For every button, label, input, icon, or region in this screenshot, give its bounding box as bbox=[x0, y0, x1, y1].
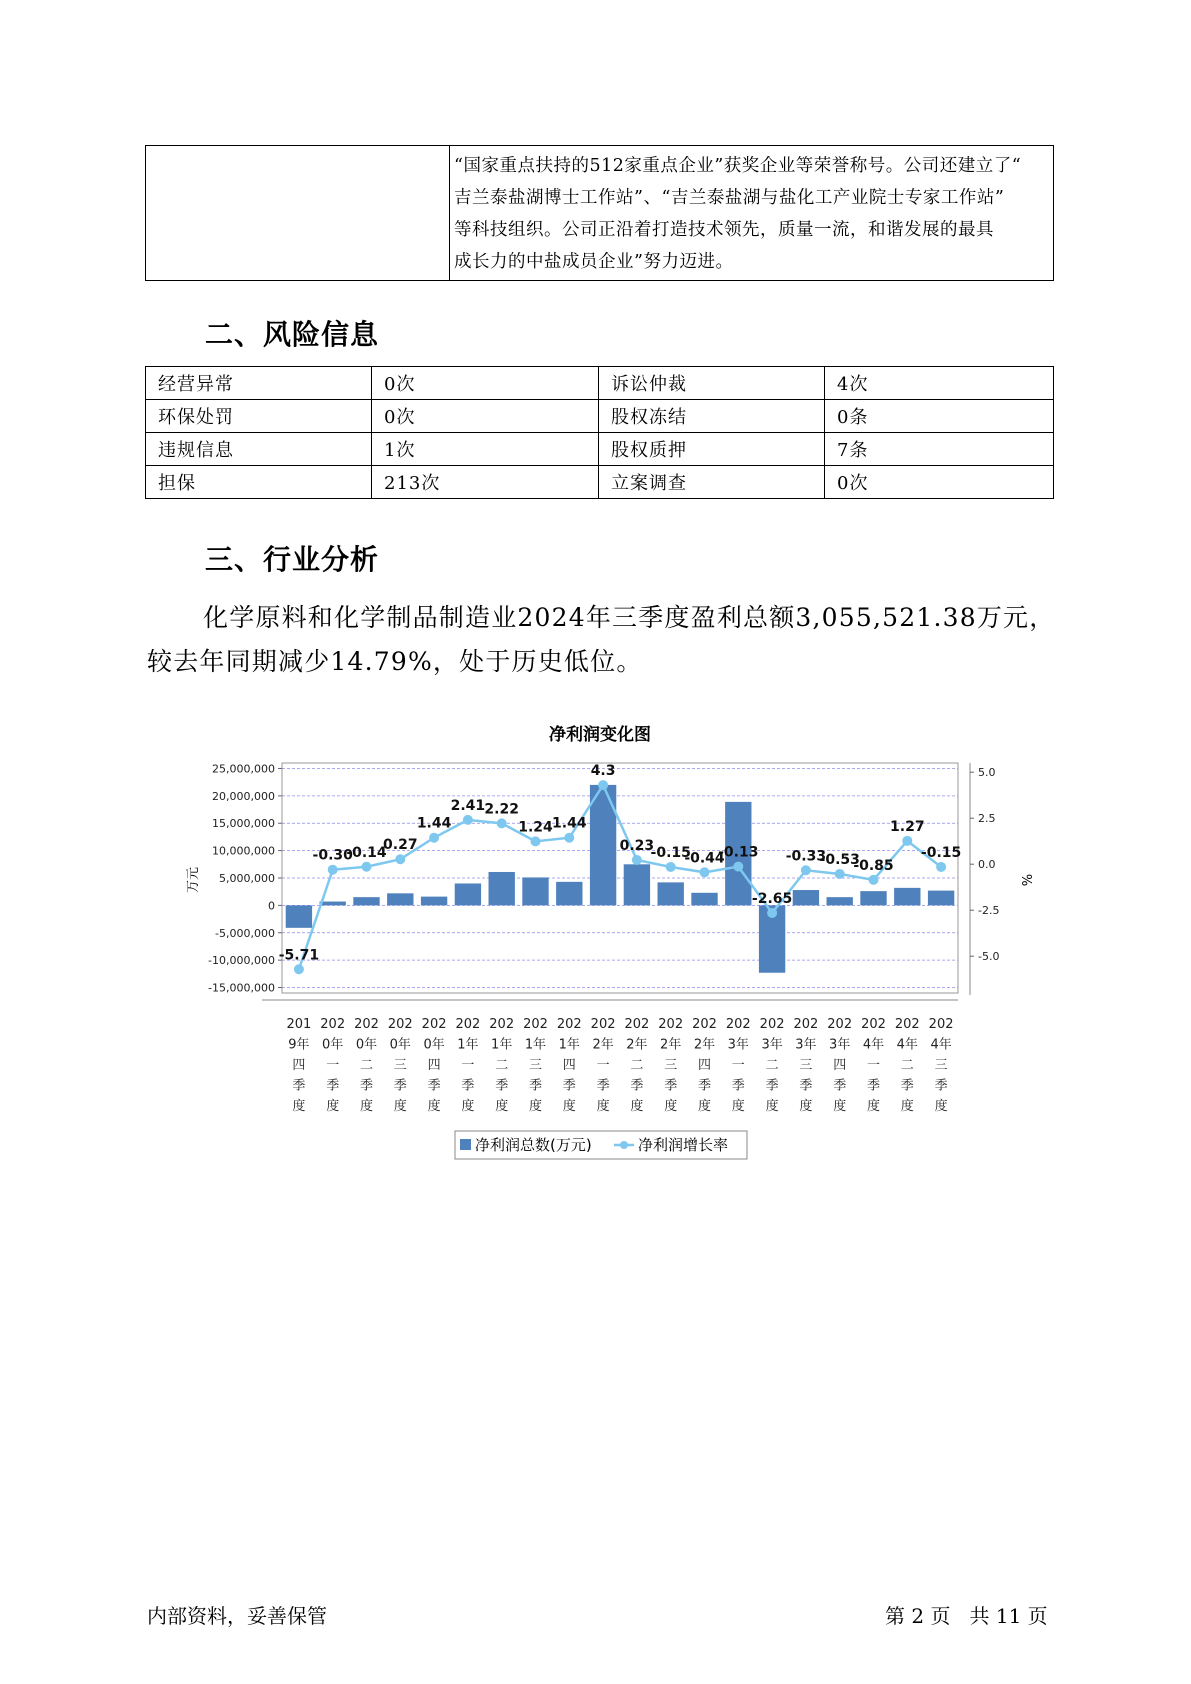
growth-point bbox=[733, 862, 743, 872]
x-tick-label: 度 bbox=[292, 1099, 306, 1114]
growth-point bbox=[869, 875, 879, 885]
growth-point bbox=[328, 865, 338, 875]
x-tick-label: 三 bbox=[664, 1058, 678, 1073]
x-tick-label: 度 bbox=[427, 1099, 441, 1114]
x-tick-label: 202 bbox=[861, 1017, 886, 1032]
x-tick-label: 度 bbox=[900, 1099, 914, 1114]
data-label: 2.22 bbox=[484, 801, 519, 818]
y-tick-label: -5,000,000 bbox=[215, 926, 275, 940]
risk-cell: 0次 bbox=[825, 466, 1054, 499]
x-tick-label: 度 bbox=[359, 1099, 374, 1114]
x-tick-label: 4年 bbox=[930, 1037, 952, 1053]
footer-left: 内部资料，妥善保管 bbox=[147, 1604, 327, 1628]
bar bbox=[827, 897, 853, 905]
x-tick-label: 度 bbox=[495, 1099, 509, 1114]
growth-point bbox=[666, 862, 676, 872]
x-tick-label: 202 bbox=[827, 1017, 853, 1032]
x-tick-label: 202 bbox=[455, 1017, 481, 1032]
x-tick-label: 3年 bbox=[761, 1037, 783, 1053]
x-tick-label: 季 bbox=[731, 1078, 745, 1094]
x-tick-label: 202 bbox=[658, 1017, 684, 1032]
x-tick-label: 四 bbox=[562, 1058, 576, 1073]
x-tick-label: 202 bbox=[624, 1017, 650, 1032]
x-tick-label: 0年 bbox=[389, 1037, 411, 1053]
x-tick-label: 0年 bbox=[322, 1037, 344, 1053]
bar bbox=[455, 883, 481, 905]
x-tick-label: 3年 bbox=[795, 1037, 817, 1053]
growth-point bbox=[395, 854, 405, 864]
growth-point bbox=[564, 833, 574, 843]
y-tick-label: 25,000,000 bbox=[212, 762, 275, 776]
y-tick-label: 0 bbox=[268, 899, 275, 913]
y2-tick-label: -5.0 bbox=[978, 950, 1000, 964]
bar bbox=[556, 882, 582, 906]
industry-heading: 三、行业分析 bbox=[205, 543, 380, 576]
x-tick-label: 0年 bbox=[355, 1037, 378, 1053]
x-tick-label: 202 bbox=[354, 1017, 379, 1032]
x-tick-label: 202 bbox=[523, 1017, 548, 1032]
growth-point bbox=[700, 867, 710, 877]
intro-line: “国家重点扶持的512家重点企业”获奖企业等荣誉称号。公司还建立了“ bbox=[454, 156, 1022, 176]
x-tick-label: 度 bbox=[833, 1099, 847, 1114]
bar bbox=[387, 893, 413, 905]
legend-line-marker bbox=[620, 1141, 628, 1149]
risk-heading: 二、风险信息 bbox=[205, 318, 380, 351]
data-label: 1.44 bbox=[552, 815, 587, 832]
x-tick-label: 3年 bbox=[727, 1037, 749, 1053]
x-tick-label: 季 bbox=[292, 1078, 306, 1094]
x-tick-label: 季 bbox=[866, 1078, 881, 1094]
x-tick-label: 2年 bbox=[626, 1037, 648, 1053]
x-tick-label: 202 bbox=[320, 1017, 346, 1032]
x-tick-label: 二 bbox=[765, 1058, 779, 1073]
y2-tick-label: 5.0 bbox=[978, 766, 996, 780]
x-tick-label: 季 bbox=[630, 1078, 644, 1094]
x-tick-label: 度 bbox=[393, 1099, 407, 1114]
bar bbox=[320, 902, 346, 906]
bar bbox=[691, 893, 717, 906]
risk-cell: 违规信息 bbox=[146, 433, 372, 466]
data-label: -0.15 bbox=[650, 844, 691, 861]
x-tick-label: 度 bbox=[934, 1099, 948, 1114]
legend-item-bar: 净利润总数(万元) bbox=[475, 1136, 592, 1154]
x-tick-label: 季 bbox=[393, 1078, 407, 1094]
growth-point bbox=[531, 836, 541, 846]
y-tick-label: 15,000,000 bbox=[212, 817, 275, 831]
x-tick-label: 季 bbox=[326, 1078, 340, 1094]
x-tick-label: 202 bbox=[725, 1017, 751, 1032]
y-tick-label: 10,000,000 bbox=[212, 844, 275, 858]
x-tick-label: 4年 bbox=[896, 1037, 918, 1053]
x-tick-label: 度 bbox=[697, 1099, 712, 1114]
x-tick-label: 1年 bbox=[491, 1037, 513, 1053]
x-tick-label: 四 bbox=[697, 1058, 712, 1073]
chart-legend bbox=[455, 1131, 747, 1159]
data-label: 0.23 bbox=[619, 837, 655, 854]
x-tick-label: 度 bbox=[664, 1099, 678, 1114]
x-tick-label: 二 bbox=[495, 1058, 509, 1073]
data-label: -0.30 bbox=[312, 847, 353, 864]
risk-cell: 立案调查 bbox=[599, 466, 825, 499]
data-label: 2.41 bbox=[450, 797, 486, 814]
risk-cell: 7条 bbox=[825, 433, 1054, 466]
x-tick-label: 四 bbox=[292, 1058, 306, 1073]
x-tick-label: 四 bbox=[427, 1058, 441, 1073]
x-tick-label: 1年 bbox=[558, 1037, 580, 1053]
y2-tick-label: -2.5 bbox=[978, 904, 1000, 918]
x-tick-label: 度 bbox=[596, 1099, 610, 1114]
risk-cell: 0次 bbox=[372, 367, 599, 400]
growth-point bbox=[463, 815, 473, 825]
x-tick-label: 季 bbox=[833, 1078, 847, 1094]
x-tick-label: 二 bbox=[359, 1058, 374, 1073]
growth-point bbox=[801, 865, 811, 875]
data-label: -0.53 bbox=[819, 851, 860, 868]
x-tick-label: 4年 bbox=[862, 1037, 885, 1053]
x-tick-label: 一 bbox=[596, 1058, 610, 1073]
data-label: -0.13 bbox=[718, 844, 759, 861]
x-tick-label: 三 bbox=[393, 1058, 407, 1073]
bar bbox=[624, 864, 650, 905]
x-tick-label: 度 bbox=[630, 1099, 644, 1114]
data-label: -0.44 bbox=[684, 850, 725, 867]
risk-cell: 股权质押 bbox=[599, 433, 825, 466]
x-tick-label: 度 bbox=[799, 1099, 813, 1114]
x-tick-label: 季 bbox=[461, 1078, 475, 1094]
x-tick-label: 202 bbox=[692, 1017, 717, 1032]
growth-point bbox=[632, 855, 642, 865]
x-tick-label: 2年 bbox=[660, 1037, 682, 1053]
growth-point bbox=[767, 908, 777, 918]
y-tick-label: 5,000,000 bbox=[219, 872, 275, 885]
x-tick-label: 季 bbox=[697, 1078, 712, 1094]
y2-axis-label: % bbox=[1018, 873, 1033, 887]
x-tick-label: 3年 bbox=[829, 1037, 851, 1053]
x-tick-label: 三 bbox=[799, 1058, 813, 1073]
industry-paragraph-line: 化学原料和化学制品制造业2024年三季度盈利总额3,055,521.38万元， bbox=[203, 603, 1056, 632]
bar bbox=[353, 897, 379, 905]
data-label: 4.3 bbox=[590, 763, 616, 780]
x-tick-label: 202 bbox=[421, 1017, 447, 1032]
x-tick-label: 度 bbox=[461, 1099, 475, 1114]
data-label: -5.71 bbox=[278, 947, 320, 964]
y2-tick-label: 2.5 bbox=[978, 812, 996, 826]
x-tick-label: 202 bbox=[590, 1017, 616, 1032]
x-tick-label: 季 bbox=[562, 1078, 576, 1094]
x-tick-label: 0年 bbox=[423, 1037, 445, 1053]
x-tick-label: 季 bbox=[495, 1078, 509, 1094]
intro-line: 吉兰泰盐湖博士工作站”、“吉兰泰盐湖与盐化工产业院士专家工作站” bbox=[454, 188, 1005, 208]
growth-point bbox=[294, 964, 304, 974]
bar bbox=[522, 877, 548, 905]
x-tick-label: 202 bbox=[894, 1017, 920, 1032]
x-tick-label: 季 bbox=[359, 1078, 374, 1094]
x-tick-label: 202 bbox=[793, 1017, 819, 1032]
x-tick-label: 季 bbox=[528, 1078, 543, 1094]
x-tick-label: 季 bbox=[596, 1078, 610, 1094]
risk-cell: 0条 bbox=[825, 400, 1054, 433]
y-axis-label: 万元 bbox=[186, 866, 201, 894]
y2-tick-label: 0.0 bbox=[978, 858, 996, 872]
x-tick-label: 一 bbox=[326, 1058, 340, 1073]
legend-bar-swatch bbox=[460, 1139, 471, 1150]
x-tick-label: 度 bbox=[528, 1099, 543, 1114]
risk-cell: 诉讼仲裁 bbox=[599, 367, 825, 400]
x-tick-label: 202 bbox=[556, 1017, 582, 1032]
risk-cell: 经营异常 bbox=[146, 367, 372, 400]
x-tick-label: 度 bbox=[326, 1099, 340, 1114]
x-tick-label: 1年 bbox=[457, 1037, 479, 1053]
x-tick-label: 季 bbox=[427, 1078, 441, 1094]
data-label: 1.44 bbox=[416, 815, 452, 832]
risk-cell: 213次 bbox=[372, 466, 599, 499]
bar bbox=[860, 891, 886, 905]
data-label: -0.14 bbox=[346, 844, 387, 861]
x-tick-label: 度 bbox=[866, 1099, 881, 1114]
bar bbox=[894, 888, 920, 906]
x-tick-label: 三 bbox=[528, 1058, 543, 1073]
risk-cell: 0次 bbox=[372, 400, 599, 433]
x-tick-label: 9年 bbox=[288, 1037, 310, 1053]
x-tick-label: 1年 bbox=[524, 1037, 547, 1053]
growth-point bbox=[429, 833, 439, 843]
industry-paragraph-line: 较去年同期减少14.79%，处于历史低位。 bbox=[147, 647, 643, 676]
growth-point bbox=[598, 780, 608, 790]
bar bbox=[286, 905, 312, 927]
risk-cell: 1次 bbox=[372, 433, 599, 466]
footer-page-number: 第 2 页 共 11 页 bbox=[885, 1604, 1048, 1628]
plot-area bbox=[208, 762, 999, 1114]
x-tick-label: 度 bbox=[765, 1099, 779, 1114]
growth-point bbox=[362, 862, 372, 872]
data-label: -0.85 bbox=[853, 857, 894, 874]
x-tick-label: 季 bbox=[664, 1078, 678, 1094]
bar bbox=[793, 890, 819, 905]
x-tick-label: 2年 bbox=[592, 1037, 614, 1053]
risk-cell: 环保处罚 bbox=[146, 400, 372, 433]
data-label: -2.65 bbox=[751, 890, 793, 907]
x-tick-label: 一 bbox=[731, 1058, 745, 1073]
x-tick-label: 季 bbox=[799, 1078, 813, 1094]
x-tick-label: 二 bbox=[900, 1058, 914, 1073]
x-tick-label: 一 bbox=[866, 1058, 881, 1073]
x-tick-label: 季 bbox=[934, 1078, 948, 1094]
x-tick-label: 四 bbox=[833, 1058, 847, 1073]
legend-item-line: 净利润增长率 bbox=[638, 1136, 729, 1154]
intro-line: 成长力的中盐成员企业”努力迈进。 bbox=[454, 252, 734, 272]
x-tick-label: 201 bbox=[286, 1017, 312, 1032]
x-tick-label: 季 bbox=[900, 1078, 914, 1094]
y-tick-label: 20,000,000 bbox=[212, 789, 275, 803]
x-tick-label: 202 bbox=[489, 1017, 515, 1032]
bar bbox=[658, 882, 684, 905]
bar bbox=[489, 872, 515, 905]
bar bbox=[928, 891, 954, 906]
x-tick-label: 度 bbox=[562, 1099, 576, 1114]
x-tick-label: 季 bbox=[765, 1078, 779, 1094]
data-label: 0.27 bbox=[383, 837, 418, 854]
y-tick-label: -15,000,000 bbox=[208, 981, 275, 995]
x-tick-label: 202 bbox=[387, 1017, 413, 1032]
data-label: -0.33 bbox=[785, 848, 827, 865]
x-tick-label: 三 bbox=[934, 1058, 948, 1073]
chart-title: 净利润变化图 bbox=[549, 725, 651, 745]
x-tick-label: 度 bbox=[731, 1099, 745, 1114]
x-tick-label: 二 bbox=[630, 1058, 644, 1073]
growth-point bbox=[497, 818, 507, 828]
data-label: -0.15 bbox=[920, 844, 962, 861]
y-tick-label: -10,000,000 bbox=[208, 954, 275, 968]
data-label: 1.24 bbox=[518, 819, 553, 836]
risk-cell: 4次 bbox=[825, 367, 1054, 400]
risk-cell: 股权冻结 bbox=[599, 400, 825, 433]
x-tick-label: 一 bbox=[461, 1058, 475, 1073]
intro-line: 等科技组织。公司正沿着打造技术领先，质量一流，和谐发展的最具 bbox=[454, 220, 994, 240]
growth-point bbox=[936, 862, 946, 872]
bar bbox=[421, 897, 447, 906]
growth-point bbox=[835, 869, 845, 879]
risk-cell: 担保 bbox=[146, 466, 372, 499]
x-tick-label: 202 bbox=[928, 1017, 954, 1032]
x-tick-label: 202 bbox=[759, 1017, 785, 1032]
growth-point bbox=[902, 836, 912, 846]
x-tick-label: 2年 bbox=[693, 1037, 716, 1053]
data-label: 1.27 bbox=[890, 818, 925, 835]
